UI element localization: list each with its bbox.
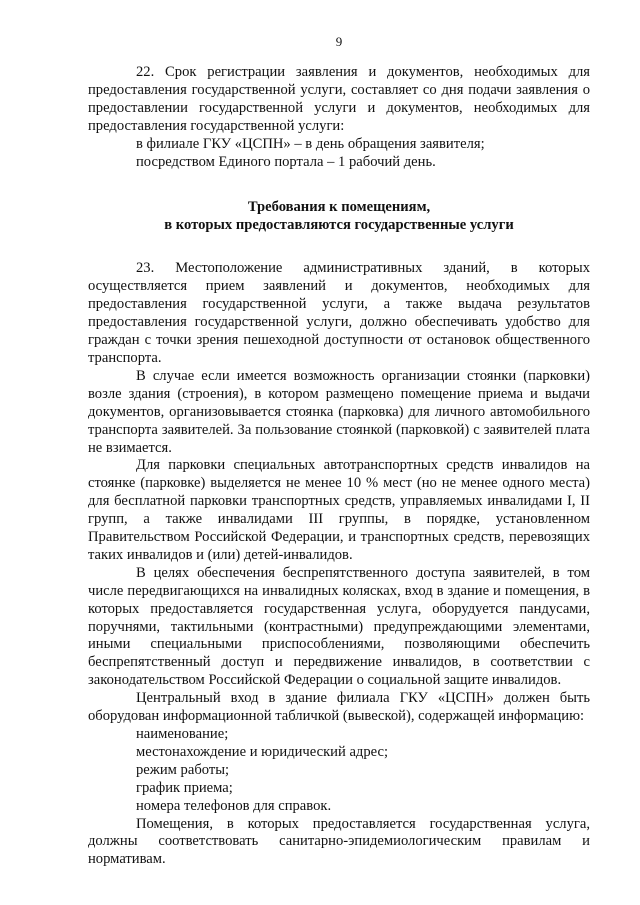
section-23-paragraph: Для парковки специальных автотранспортных средств инвалидов на стоянке (парковке) выделяется не менее 10 % мест (но не менее одного места) для бесплатной парковки транспортных средств, управляемых инвалидами I, II групп, а также инвалидами III группы, в порядке, установленном Правительством Российской Федерации, и транспортных средств, перевозящих таких инвалидов и (или) детей-инвалидов. bbox=[88, 457, 590, 563]
section-23-paragraph: В целях обеспечения беспрепятственного доступа заявителей, в том числе передвигающихся на инвалидных колясках, вход в здание и помещения, в которых предоставляется государственная услуга, оборудуется пандусами, поручнями, тактильными (контрастными) предупреждающими элементами, иными специальными приспособлениями, позволяющими обеспечить беспрепятственный доступ и передвижение инвалидов, в соответствии с законодательством Российской Федерации о социальной защите инвалидов. bbox=[88, 564, 590, 689]
section-23-paragraph: 23. Местоположение административных зданий, в которых осуществляется прием заявлений и документов, необходимых для предоставления государственной услуги, а также выдача результатов предоставления государственной услуги, должно обеспечивать удобство для граждан с точки зрения пешеходной доступности от остановок общественного транспорта. bbox=[88, 260, 590, 366]
section-23-paragraph: Центральный вход в здание филиала ГКУ «ЦСПН» должен быть оборудован информационной табличкой (вывеской), содержащей информацию: bbox=[88, 690, 590, 725]
info-list-item: местонахождение и юридический адрес; bbox=[136, 743, 389, 760]
section-heading bbox=[88, 198, 590, 234]
section-22-item: в филиале ГКУ «ЦСПН» – в день обращения заявителя; bbox=[136, 135, 485, 152]
section-23-final-paragraph: Помещения, в которых предоставляется государственная услуга, должны соответствовать санитарно-эпидемиологическим правилам и нормативам. bbox=[88, 815, 590, 868]
heading-line: в которых предоставляются государственные услуги bbox=[164, 217, 514, 234]
section-22-paragraph: 22. Срок регистрации заявления и документов, необходимых для предоставления государственной услуги, составляет со дня подачи заявления о предоставлении государственной услуги и документов, необходимых для предоставления государственной услуги: bbox=[88, 64, 590, 134]
heading-line: Требования к помещениям, bbox=[247, 199, 431, 216]
page-number: 9 bbox=[335, 34, 343, 49]
section-22-item: посредством Единого портала – 1 рабочий день. bbox=[136, 153, 436, 170]
info-list-item: режим работы; bbox=[136, 761, 230, 778]
section-22 bbox=[88, 64, 590, 171]
info-list-item: наименование; bbox=[136, 726, 229, 742]
info-list-item: номера телефонов для справок. bbox=[136, 797, 332, 814]
section-23 bbox=[88, 260, 590, 869]
section-23-paragraph: В случае если имеется возможность организации стоянки (парковки) возле здания (строения), в котором размещено помещение приема и выдачи документов, организовывается стоянка (парковка) для личного автомобильного транспорта заявителей. За пользование стоянкой (парковкой) с заявителей плата не взимается. bbox=[88, 367, 590, 456]
info-list-item: график приема; bbox=[136, 779, 233, 796]
